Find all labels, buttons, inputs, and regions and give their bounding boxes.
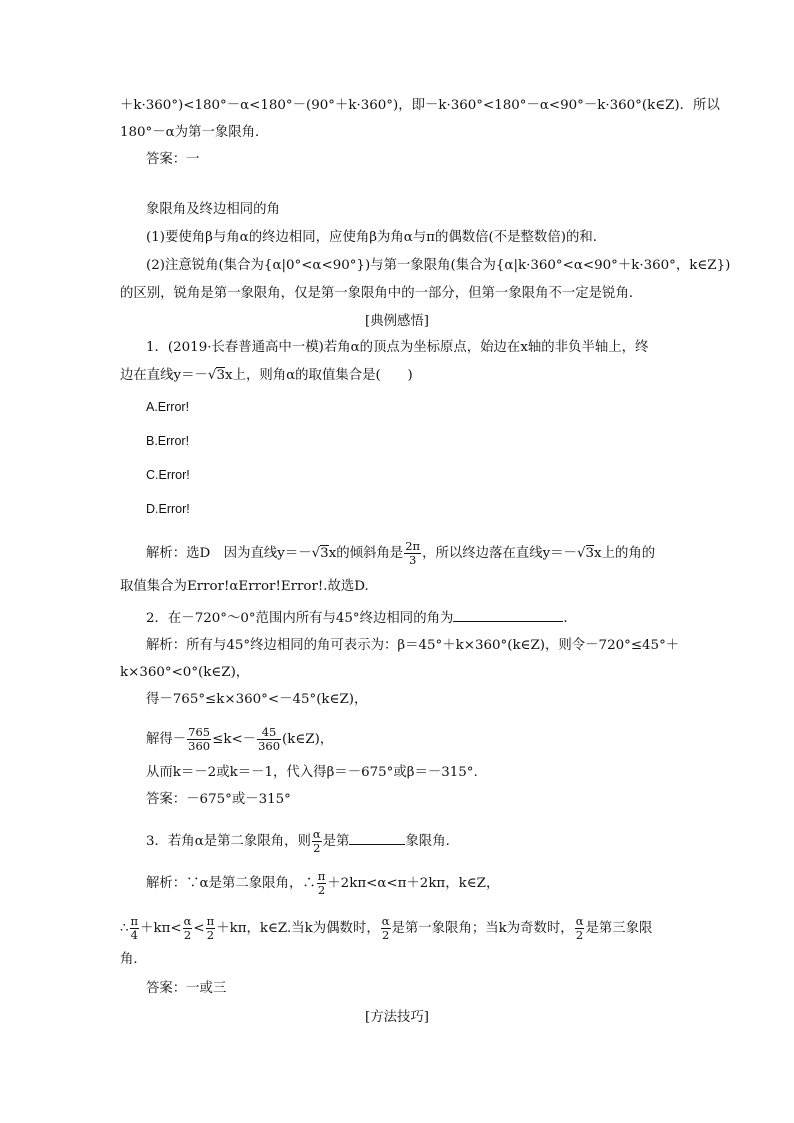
sqrt-radicand: 3	[585, 546, 595, 561]
fraction-pi-over-2	[317, 870, 327, 897]
notes-title: 象限角及终边相同的角	[146, 202, 280, 217]
q2-solution-line-2: k×360°<0°(k∈Z)，	[120, 665, 250, 680]
q1-option-a: A.Error!	[146, 400, 190, 414]
fraction-numerator: 45	[257, 726, 281, 740]
q1-sol-text-a: 解析：选D 因为直线y＝－	[146, 546, 312, 561]
q1-solution-line-1	[146, 540, 655, 567]
q2-sol4-text-c: (k∈Z)，	[282, 732, 334, 747]
intro-answer: 答案：一	[146, 152, 200, 167]
fraction-numerator: α	[575, 914, 584, 928]
sqrt-symbol: √	[207, 368, 217, 383]
q2-solution-line-1: 解析：所有与45°终边相同的角可表示为：β＝45°＋k×360°(k∈Z)，则令－720°≤45°＋	[146, 638, 680, 653]
fraction-2pi-over-3	[404, 540, 421, 567]
q3-sol2-text-e: 是第一象限角；当k为奇数时，	[391, 921, 574, 936]
q1-sol-text-b: x的倾斜角是	[328, 546, 404, 561]
q1-sol-text-c: ，所以终边落在直线y＝－	[422, 546, 577, 561]
answer-blank	[349, 830, 405, 845]
q3-text-a: 3．若角α是第二象限角，则	[146, 834, 311, 849]
fraction-denominator: 3	[408, 553, 417, 567]
q1-sol-text-d: x上的角的	[594, 546, 656, 561]
q3-sol2-text-c: <	[193, 921, 205, 936]
fraction-numerator: π	[206, 914, 215, 928]
fraction-denominator: 4	[130, 928, 138, 942]
q3-answer: 答案：一或三	[146, 981, 227, 996]
q2-sol4-text-b: ≤k<－	[212, 732, 257, 747]
fraction-denominator: 2	[183, 928, 192, 942]
sqrt-symbol: √	[311, 546, 321, 561]
q1-option-d: D.Error!	[146, 502, 190, 516]
fraction-numerator: 765	[188, 725, 211, 739]
fraction-denominator: 2	[575, 928, 584, 942]
fraction-denominator: 2	[317, 883, 326, 897]
q3-solution-line-1	[146, 870, 499, 897]
notes-item-2-line-1: (2)注意锐角(集合为{α|0°<α<90°})与第一象限角(集合为{α|k·360°<α<90°＋k·360°，k∈Z})	[146, 258, 731, 273]
q1-solution-line-2: 取值集合为Error!αError!Error!.故选D.	[120, 579, 369, 594]
q2-solution-line-3: 得－765°≤k×360°<－45°(k∈Z)，	[146, 692, 368, 707]
q2-text-b: ．	[563, 611, 577, 626]
q2-sol4-text-a: 解得－	[146, 732, 187, 747]
fraction-numerator: 2π	[405, 539, 421, 553]
q1-line-2-text-b: x上，则角α的取值集合是( )	[225, 368, 413, 383]
q2-solution-line-4	[146, 726, 333, 753]
fraction-numerator: α	[183, 914, 192, 928]
notes-item-1: (1)要使角β与角α的终边相同，应使角β为角α与π的偶数倍(不是整数倍)的和．	[146, 230, 607, 245]
q3-sol1-text-a: 解析：∵α是第二象限角，∴	[146, 876, 316, 891]
q3-solution-line-2	[120, 915, 652, 942]
q1-line-2-text-a: 边在直线y＝－	[120, 368, 208, 383]
fraction-45-over-360	[257, 726, 281, 753]
fraction-denominator: 360	[188, 739, 211, 753]
q3-sol2-text-a: ∴	[120, 921, 129, 936]
q2-line-1	[146, 607, 577, 629]
fraction-alpha-over-2	[575, 915, 585, 942]
fraction-numerator: π	[317, 869, 326, 883]
q2-answer: 答案：－675°或－315°	[146, 792, 291, 807]
fraction-765-over-360	[187, 726, 211, 753]
q3-sol1-text-b: ＋2kπ<α<π＋2kπ，k∈Z，	[327, 876, 500, 891]
sqrt-radicand: 3	[320, 546, 329, 561]
intro-line-2: 180°－α为第一象限角．	[120, 125, 269, 140]
fraction-alpha-over-2	[183, 915, 193, 942]
q3-solution-line-3: 角．	[120, 952, 147, 967]
fraction-alpha-over-2	[381, 915, 391, 942]
fraction-denominator: 2	[381, 928, 390, 942]
fraction-pi-over-4	[130, 915, 140, 942]
q3-text-c: 象限角．	[405, 834, 459, 849]
answer-blank	[453, 607, 563, 622]
fraction-denominator: 360	[258, 739, 281, 753]
q1-line-1: 1．(2019·长春普通高中一模)若角α的顶点为坐标原点，始边在x轴的非负半轴上，终	[146, 340, 649, 355]
sqrt-radicand: 3	[216, 368, 225, 383]
q3-sol2-text-d: ＋kπ，k∈Z.当k为偶数时，	[216, 921, 380, 936]
q3-sol2-text-f: 是第三象限	[585, 921, 653, 936]
q2-text-a: 2．在－720°～0°范围内所有与45°终边相同的角为	[146, 611, 454, 626]
fraction-numerator: α	[312, 827, 321, 841]
fraction-alpha-over-2	[312, 828, 322, 855]
section-heading-methods: [方法技巧]	[364, 1010, 429, 1025]
fraction-numerator: π	[130, 914, 139, 928]
fraction-denominator: 2	[206, 928, 215, 942]
sqrt-symbol: √	[576, 546, 586, 561]
fraction-pi-over-2	[206, 915, 216, 942]
q2-solution-line-5: 从而k＝－2或k＝－1，代入得β＝－675°或β＝－315°.	[146, 765, 478, 780]
section-heading-examples: [典例感悟]	[364, 314, 429, 329]
q1-option-b: B.Error!	[146, 434, 190, 448]
fraction-denominator: 2	[313, 841, 321, 855]
q1-option-c: C.Error!	[146, 468, 190, 482]
q3-sol2-text-b: ＋kπ<	[140, 921, 182, 936]
q3-line-1	[146, 828, 459, 855]
intro-line-1: ＋k·360°)<180°－α<180°－(90°＋k·360°)，即－k·360°<180°－α<90°－k·360°(k∈Z)．所以	[120, 98, 720, 113]
q3-text-b: 是第	[322, 834, 350, 849]
q1-line-2	[120, 366, 413, 386]
fraction-numerator: α	[381, 914, 390, 928]
notes-item-2-line-2: 的区别，锐角是第一象限角，仅是第一象限角中的一部分，但第一象限角不一定是锐角．	[120, 286, 643, 301]
